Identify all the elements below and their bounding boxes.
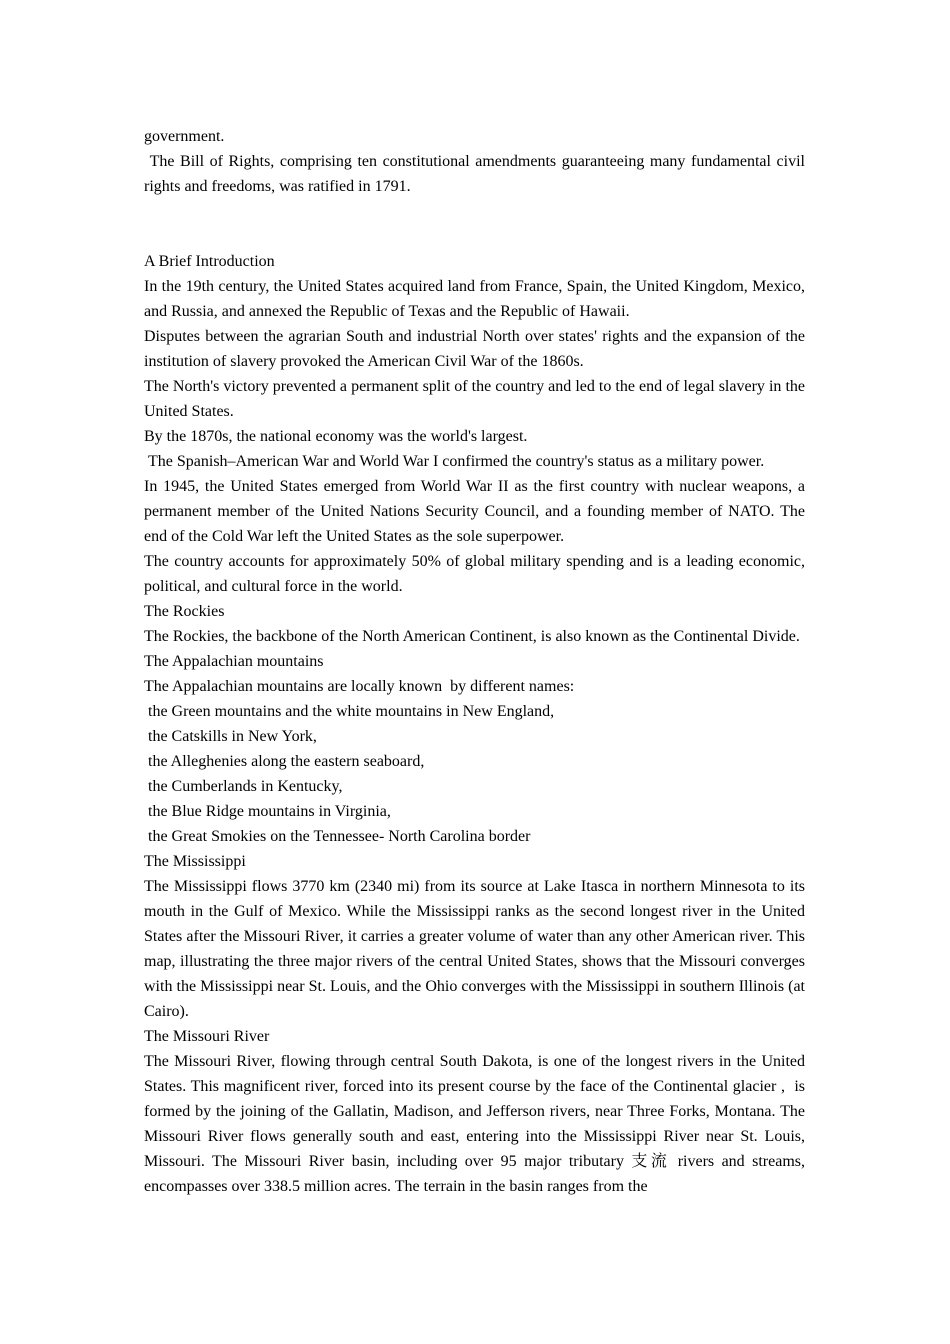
paragraph: the Alleghenies along the eastern seaboard, — [144, 753, 425, 770]
paragraph: the Green mountains and the white mountains in New England, — [144, 703, 555, 720]
paragraph: the Great Smokies on the Tennessee- North Carolina border — [144, 828, 531, 845]
paragraph: A Brief Introduction — [144, 253, 275, 270]
document-body — [144, 124, 809, 1199]
blank-line — [144, 224, 805, 249]
paragraph: By the 1870s, the national economy was the world's largest. — [144, 428, 528, 445]
paragraph: The Missouri River — [144, 1028, 270, 1045]
paragraph: The Appalachian mountains — [144, 653, 324, 670]
paragraph: the Cumberlands in Kentucky, — [144, 778, 343, 795]
paragraph: The Appalachian mountains are locally known by different names: — [144, 678, 575, 695]
paragraph: The Rockies, the backbone of the North American Continent, is also known as the Continental Divide. — [144, 628, 800, 645]
paragraph: the Blue Ridge mountains in Virginia, — [144, 803, 391, 820]
paragraph: The Mississippi flows 3770 km (2340 mi) from its source at Lake Itasca in northern Minnesota to its mouth in the Gulf of Mexico. While the Mississippi ranks as the second longest river in the United States after the Missouri River, it carries a greater volume of water than any other American river. This map, illustrating the three major rivers of the central United States, shows that the Missouri converges with the Mississippi near St. Louis, and the Ohio converges with the Mississippi in southern Illinois (at Cairo). — [144, 878, 809, 1020]
paragraph: The Missouri River, flowing through central South Dakota, is one of the longest rivers in the United States. This magnificent river, forced into its present course by the face of the Continental glacier , is formed by the joining of the Gallatin, Madison, and Jefferson rivers, near Three Forks, Montana. The Missouri River flows generally south and east, entering into the Mississippi River near St. Louis, Missouri. The Missouri River basin, including over 95 major tributary 支流 rivers and streams, encompasses over 338.5 million acres. The terrain in the basin ranges from the — [144, 1053, 809, 1195]
paragraph: In the 19th century, the United States acquired land from France, Spain, the United Kingdom, Mexico, and Russia, and annexed the Republic of Texas and the Republic of Hawaii. — [144, 278, 809, 320]
paragraph: The North's victory prevented a permanent split of the country and led to the end of legal slavery in the United States. — [144, 378, 809, 420]
paragraph: The Bill of Rights, comprising ten constitutional amendments guaranteeing many fundamental civil rights and freedoms, was ratified in 1791. — [144, 153, 809, 195]
paragraph: government. — [144, 128, 225, 145]
blank-line — [144, 199, 805, 224]
paragraph: In 1945, the United States emerged from World War II as the first country with nuclear weapons, a permanent member of the United Nations Security Council, and a founding member of NATO. The end of the Cold War left the United States as the sole superpower. — [144, 478, 809, 545]
paragraph: the Catskills in New York, — [144, 728, 317, 745]
paragraph: The Spanish–American War and World War I confirmed the country's status as a military power. — [144, 453, 765, 470]
paragraph: The Mississippi — [144, 853, 246, 870]
paragraph: Disputes between the agrarian South and industrial North over states' rights and the expansion of the institution of slavery provoked the American Civil War of the 1860s. — [144, 328, 809, 370]
paragraph: The country accounts for approximately 50% of global military spending and is a leading economic, political, and cultural force in the world. — [144, 553, 809, 595]
paragraph: The Rockies — [144, 603, 225, 620]
